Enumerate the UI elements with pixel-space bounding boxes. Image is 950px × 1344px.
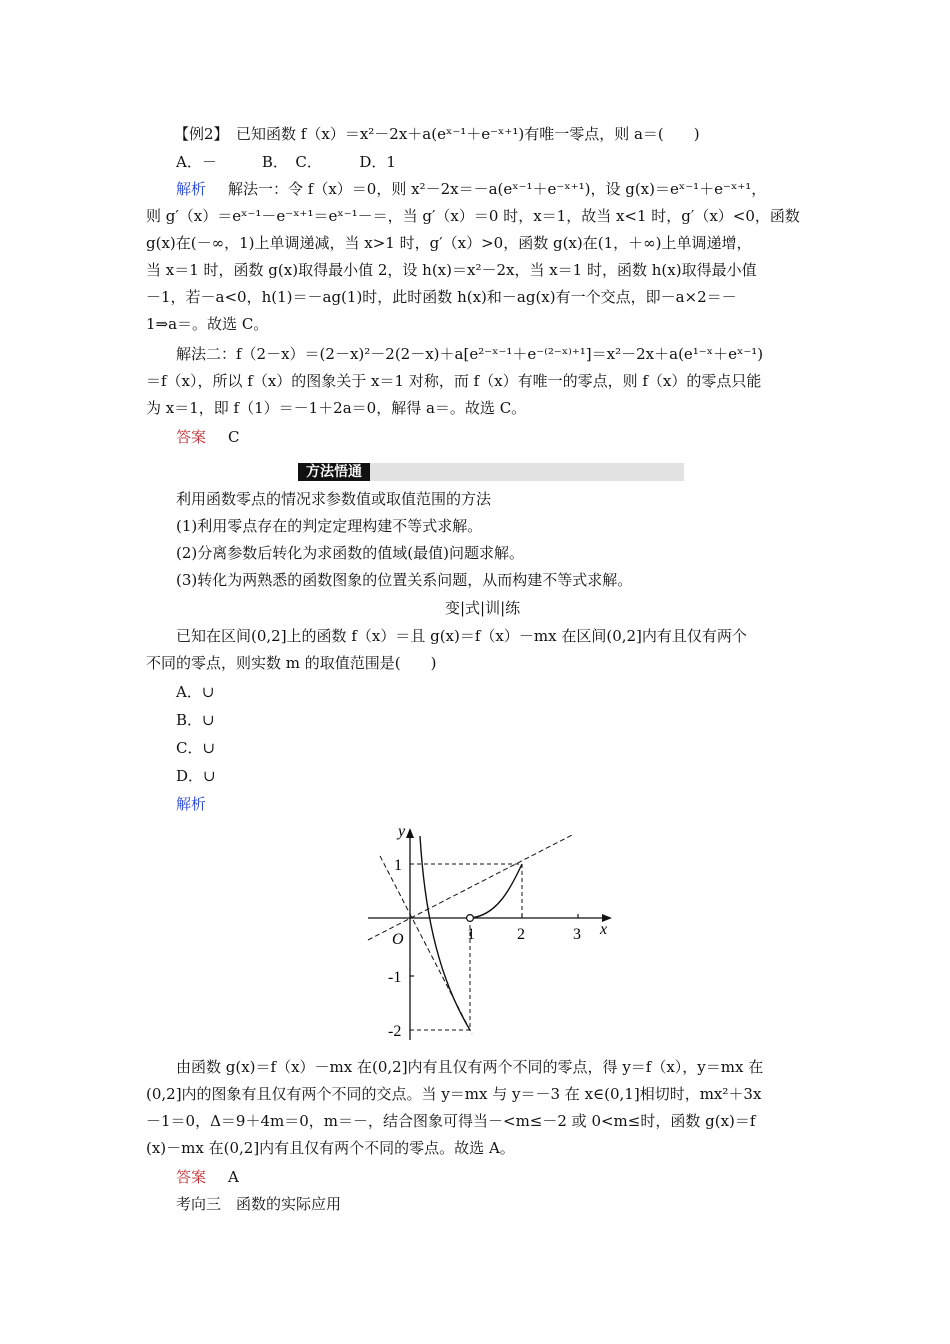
method-item-2: (2)分离参数后转化为求函数的值域(最值)问题求解。 (176, 544, 524, 562)
explanation-line-2: (0,2]内的图象有且仅有两个不同的交点。当 y＝mx 与 y＝－3 在 x∈(0,1]相切时，mx²＋3x (146, 1085, 762, 1103)
explanation-line-4: (x)－mx 在(0,2]内有且仅有两个不同的零点。故选 A。 (146, 1139, 515, 1157)
example-question-line-1: 【例2】 已知函数 f（x）＝x²－2x＋a(eˣ⁻¹＋e⁻ˣ⁺¹)有唯一零点，则 a＝( ) (174, 125, 700, 143)
curve-left-branch (420, 836, 470, 1030)
solution-line-6: 1⇒a＝。故选 C。 (146, 315, 269, 333)
y-tick-label-neg1: -1 (388, 969, 402, 986)
explanation-line-1: 由函数 g(x)＝f（x）－mx 在(0,2]内有且仅有两个不同的零点，得 y＝f（x），y＝mx 在 (176, 1058, 764, 1076)
y-tick-label-1: 1 (394, 857, 402, 874)
solution-line-4: 当 x＝1 时，函数 g(x)取得最小值 2，设 h(x)＝x²－2x，当 x＝1 时，函数 h(x)取得最小值 (146, 261, 757, 279)
y-tick-label-neg2: -2 (388, 1023, 402, 1040)
answer-value: C (228, 428, 240, 446)
x-axis-label: x (600, 921, 608, 938)
solution-line-9: 为 x＝1，即 f（1）＝－1＋2a＝0，解得 a＝。故选 C。 (146, 399, 527, 417)
method-item-1: (1)利用零点存在的判定定理构建不等式求解。 (176, 517, 483, 535)
practice-solution-label: 解析 (176, 795, 207, 813)
origin-label: O (392, 931, 404, 948)
practice-question-line-1: 已知在区间(0,2]上的函数 f（x）＝且 g(x)＝f（x）－mx 在区间(0,2]内有且仅有两个 (176, 627, 747, 645)
solution-line-5: －1，若－a<0，h(1)＝－ag(1)时，此时函数 h(x)和－ag(x)有一个交点，即－a×2＝－ (146, 288, 737, 306)
y-axis-arrow-icon (406, 828, 414, 838)
method-tag: 方法悟通 (298, 463, 370, 481)
practice-question-line-2: 不同的零点，则实数 m 的取值范围是( ) (146, 654, 437, 672)
practice-answer-label: 答案 (176, 1168, 207, 1186)
solution-line-3: g(x)在(－∞，1)上单调递减，当 x>1 时，g′（x）>0，函数 g(x)在(1，＋∞)上单调递增， (146, 234, 752, 252)
solution-line-7: 解法二：f（2－x）＝(2－x)²－2(2－x)＋a[e²⁻ˣ⁻¹＋e⁻⁽²⁻ˣ⁾⁺¹]＝x²－2x＋a(e¹⁻ˣ＋eˣ⁻¹) (176, 345, 764, 363)
method-intro: 利用函数零点的情况求参数值或取值范围的方法 (176, 490, 492, 508)
solution-label: 解析 (176, 180, 207, 198)
method-banner (298, 463, 684, 481)
y-axis-label: y (398, 823, 406, 840)
option-c: C．∪ (176, 739, 216, 757)
x-tick-label-1: 1 (467, 926, 475, 943)
option-a: A．∪ (176, 683, 215, 701)
function-graph (360, 822, 620, 1044)
line-y-mx-positive (368, 834, 574, 940)
explanation-line-3: －1＝0，Δ＝9＋4m＝0，m＝－，结合图象可得当－<m≤－2 或 0<m≤时，函数 g(x)＝f (146, 1112, 756, 1130)
x-tick-label-2: 2 (517, 926, 525, 943)
example-options: A．－ B． C． D．1 (176, 153, 396, 171)
open-point (467, 915, 474, 922)
answer-label: 答案 (176, 428, 207, 446)
practice-answer-value: A (228, 1168, 239, 1186)
solution-line-1: 解法一：令 f（x）＝0，则 x²－2x＝－a(eˣ⁻¹＋e⁻ˣ⁺¹)，设 g(x)＝eˣ⁻¹＋e⁻ˣ⁺¹， (228, 180, 767, 198)
solution-line-8: ＝f（x），所以 f（x）的图象关于 x＝1 对称，而 f（x）有唯一的零点，则 f（x）的零点只能 (146, 372, 762, 390)
method-item-3: (3)转化为两熟悉的函数图象的位置关系问题，从而构建不等式求解。 (176, 571, 633, 589)
option-d: D．∪ (176, 767, 216, 785)
solution-line-2: 则 g′（x）＝eˣ⁻¹－e⁻ˣ⁺¹＝eˣ⁻¹－＝，当 g′（x）＝0 时，x＝1，故当 x<1 时，g′（x）<0，函数 (146, 207, 800, 225)
practice-heading: 变|式|训|练 (445, 599, 521, 617)
section-heading: 考向三 函数的实际应用 (176, 1195, 342, 1213)
option-b: B．∪ (176, 711, 215, 729)
curve-right-branch (470, 864, 522, 918)
x-tick-label-3: 3 (573, 926, 581, 943)
